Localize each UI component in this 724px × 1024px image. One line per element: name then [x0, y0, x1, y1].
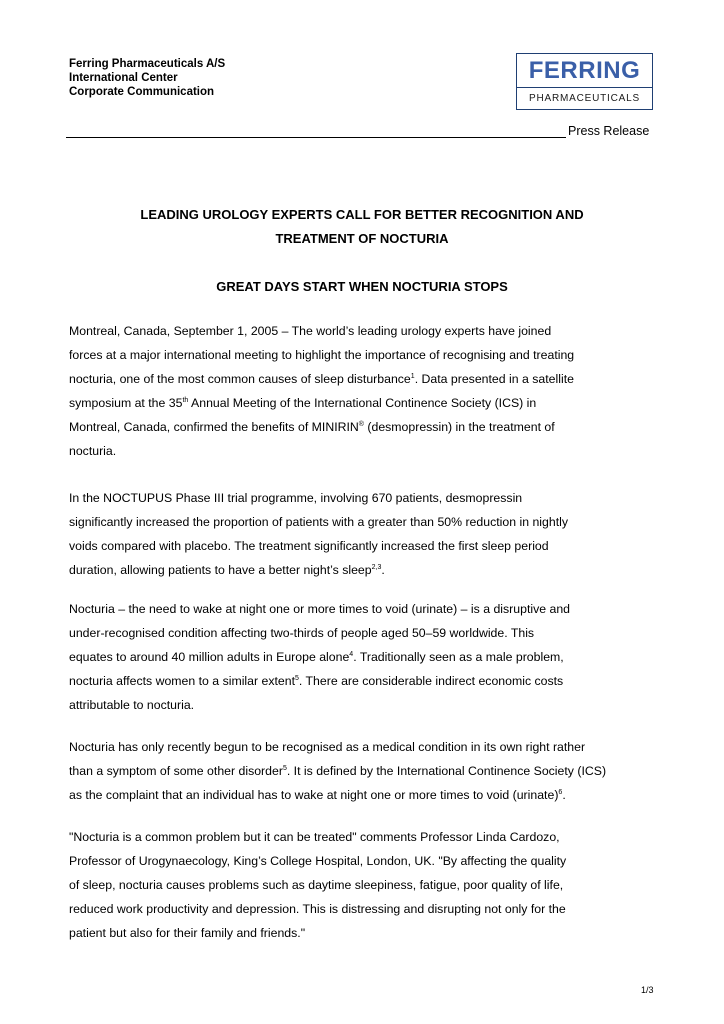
footnote-ref: 5	[282, 764, 287, 772]
text-line: symposium at the 35th Annual Meeting of the International Continence Society (ICS) in	[69, 396, 537, 410]
text-line: Montreal, Canada, confirmed the benefits of MINIRIN® (desmopressin) in the treatment of	[69, 420, 555, 434]
company-center: International Center	[69, 72, 178, 84]
logo-wordmark: FERRING	[517, 54, 652, 88]
company-name: Ferring Pharmaceuticals A/S	[69, 58, 226, 70]
text-line: "Nocturia is a common problem but it can be treated" comments Professor Linda Cardozo,	[69, 830, 560, 844]
paragraph-5	[69, 825, 659, 945]
footnote-ref: 4	[349, 650, 354, 658]
text-line: patient but also for their family and friends."	[69, 926, 306, 940]
text-line: forces at a major international meeting to highlight the importance of recognising and treating	[69, 348, 575, 362]
paragraph-2	[69, 486, 659, 582]
text-line: than a symptom of some other disorder$^5$. It is defined by the International Continence Society (ICS)	[69, 764, 607, 778]
headline	[0, 203, 724, 251]
press-release-label: Press Release	[568, 124, 650, 138]
text-line: nocturia.	[69, 444, 117, 458]
paragraph-3	[69, 597, 659, 717]
header-rule	[66, 137, 566, 138]
text-line: nocturia, one of the most common causes of sleep disturbance$^1$. Data presented in a satellite	[69, 372, 574, 386]
company-address-block	[69, 57, 225, 99]
logo-subtitle: PHARMACEUTICALS	[529, 92, 640, 104]
footnote-ref: 2,3	[371, 563, 382, 571]
text-line: nocturia affects women to a similar extent$^5$. There are considerable indirect economic costs	[69, 674, 564, 688]
ferring-logo	[516, 53, 653, 110]
text-line: significantly increased the proportion of patients with a greater than 50% reduction in nightly	[69, 515, 569, 529]
text-line: attributable to nocturia.	[69, 698, 195, 712]
text-line: In the NOCTUPUS Phase III trial programme, involving 670 patients, desmopressin	[69, 491, 523, 505]
text-line: Nocturia has only recently begun to be recognised as a medical condition in its own right rather	[69, 740, 586, 754]
footnote-ref: 6	[558, 788, 563, 796]
paragraph-4	[69, 735, 659, 807]
text-line: under-recognised condition affecting two-thirds of people aged 50–59 worldwide. This	[69, 626, 535, 640]
headline-line-2: TREATMENT OF NOCTURIA	[275, 231, 449, 246]
subheadline: GREAT DAYS START WHEN NOCTURIA STOPS	[216, 279, 508, 294]
page-number: 1/3	[641, 985, 654, 995]
paragraph-1	[69, 319, 659, 463]
text-line: Nocturia – the need to wake at night one or more times to void (urinate) – is a disruptive and	[69, 602, 571, 616]
text-line: reduced work productivity and depression. This is distressing and disrupting not only for the	[69, 902, 566, 916]
text-line: Montreal, Canada, September 1, 2005 – The world’s leading urology experts have joined	[69, 324, 552, 338]
text-line: as the complaint that an individual has to wake at night one or more times to void (urinate)$^6$.	[69, 788, 566, 802]
text-line: of sleep, nocturia causes problems such as daytime sleepiness, fatigue, poor quality of life,	[69, 878, 564, 892]
footnote-ref: 1	[410, 372, 415, 380]
headline-line-1: LEADING UROLOGY EXPERTS CALL FOR BETTER RECOGNITION AND	[140, 207, 584, 222]
text-line: Professor of Urogynaecology, King’s College Hospital, London, UK. "By affecting the quality	[69, 854, 567, 868]
text-line: voids compared with placebo. The treatment significantly increased the first sleep period	[69, 539, 549, 553]
text-line: equates to around 40 million adults in Europe alone$^4$. Traditionally seen as a male problem,	[69, 650, 564, 664]
text-line: duration, allowing patients to have a better night’s sleep$^{2,3}$.	[69, 563, 385, 577]
footnote-ref: 5	[295, 674, 299, 682]
ordinal-suffix: th	[182, 396, 189, 404]
registered-mark: ®	[358, 420, 364, 428]
company-department: Corporate Communication	[69, 86, 215, 98]
